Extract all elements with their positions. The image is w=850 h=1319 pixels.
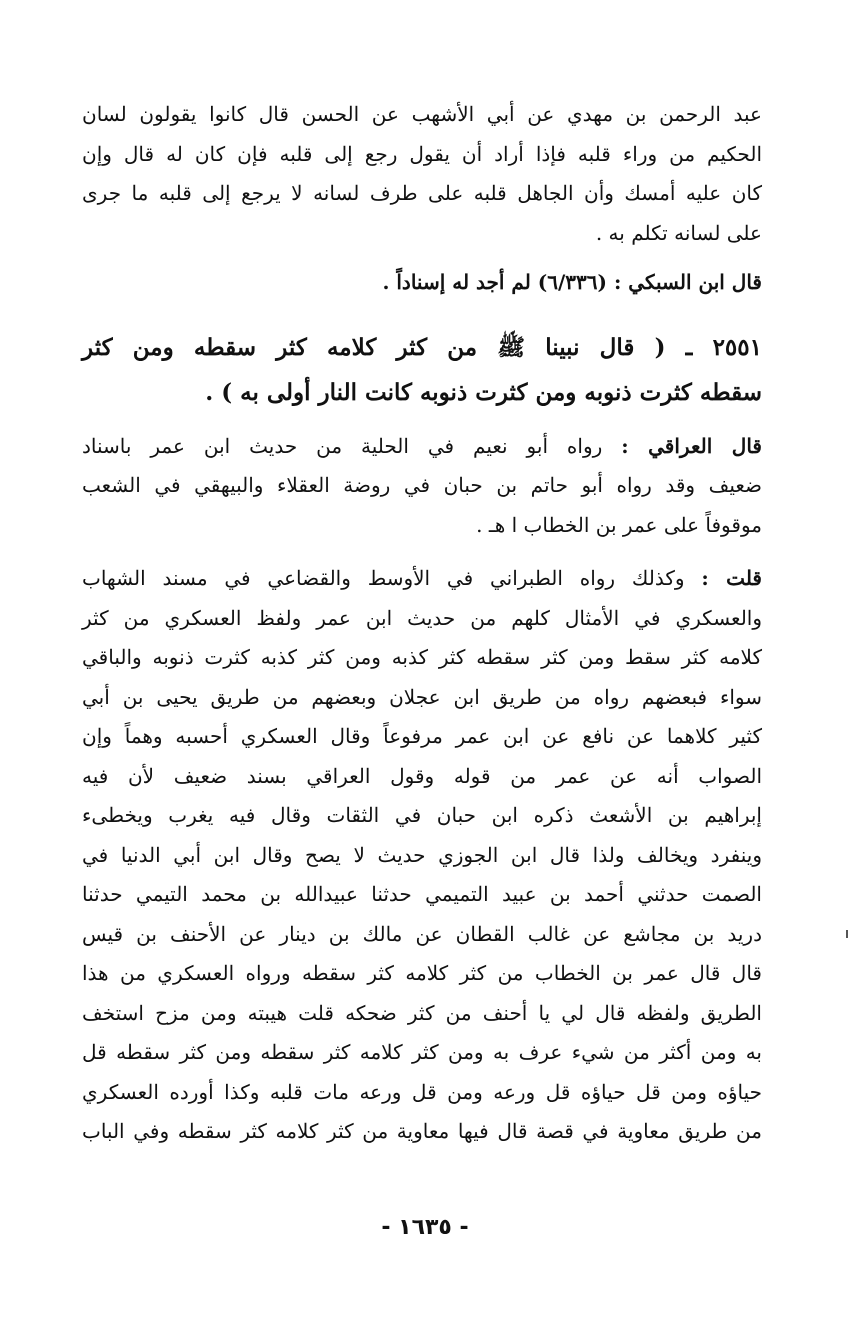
qultu-line-5: كثير كلاهما عن نافع عن ابن عمر مرفوعاً وقال العسكري أحسبه وهماً وإن bbox=[82, 724, 762, 748]
qultu-line-7: إبراهيم بن الأشعث ذكره ابن حبان في الثقات وقال فيه يغرب ويخطىء bbox=[82, 803, 762, 827]
qultu-line-12: الطريق ولفظه قال لي يا أحنف من كثر ضحكه قلت هيبته ومن مزح استخف bbox=[82, 1000, 762, 1025]
intro-line-2: الحكيم من وراء قلبه فإذا أراد أن يقول رجع إلى قلبه فإن كان له قال وإن bbox=[82, 141, 762, 166]
qultu-label: قلت : bbox=[701, 566, 762, 590]
iraqi-label: قال العراقي : bbox=[621, 433, 762, 458]
intro-line-4: على لسانه تكلم به . bbox=[595, 220, 762, 245]
qultu-line-6: الصواب أنه عن عمر من قوله وقول العراقي بسند ضعيف لأن فيه bbox=[82, 763, 762, 788]
intro-line-3: كان عليه أمسك وأن الجاهل قلبه على طرف لسانه لا يرجع إلى قلبه ما جرى bbox=[82, 181, 762, 205]
page-number: - ١٦٣٥ - bbox=[381, 1215, 469, 1240]
iraqi-line-3: موقوفاً على عمر بن الخطاب ا هـ . bbox=[476, 512, 762, 537]
hadith-line-1: ٢٥٥١ ـ ( قال نبينا ﷺ من كثر كلامه كثر سقطه ومن كثر bbox=[82, 333, 762, 361]
intro-paragraph bbox=[82, 95, 762, 253]
intro-line-1: عبد الرحمن بن مهدي عن أبي الأشهب عن الحسن قال كانوا يقولون لسان bbox=[82, 102, 762, 126]
qultu-line-13: به ومن أكثر من شيء عرف به ومن كثر كلامه كثر سقطه ومن كثر سقطه قل bbox=[82, 1040, 762, 1064]
iraqi-paragraph bbox=[82, 427, 762, 546]
subki-note bbox=[82, 263, 762, 303]
page-body bbox=[82, 95, 762, 1152]
qultu-line-3: كلامه كثر سقط ومن كثر سقطه كثر كذبه ومن كثر كذبه كثرت ذنوبه والباقي bbox=[82, 645, 762, 669]
qultu-line-9: الصمت حدثني أحمد بن عبيد التميمي حدثنا عبيدالله بن محمد التيمي حدثنا bbox=[82, 882, 762, 906]
qultu-line-2: والعسكري في الأمثال كلهم من حديث ابن عمر ولفظ العسكري من كثر bbox=[82, 605, 763, 630]
qultu-paragraph bbox=[82, 559, 762, 1152]
qultu-line-1-text: وكذلك رواه الطبراني في الأوسط والقضاعي في مسند الشهاب bbox=[82, 566, 685, 590]
qultu-line-11: قال قال عمر بن الخطاب من كثر كلامه كثر سقطه ورواه العسكري من هذا bbox=[82, 961, 762, 985]
iraqi-line-1 bbox=[82, 427, 762, 467]
margin-mark bbox=[846, 930, 848, 938]
subki-text: قال ابن السبكي : (٦/٣٣٦) لم أجد له إسناداً . bbox=[382, 270, 762, 294]
hadith-line-2: سقطه كثرت ذنوبه ومن كثرت ذنوبه كانت النار أولى به ) . bbox=[205, 378, 762, 406]
qultu-line-15: من طريق معاوية في قصة قال فيها معاوية من كثر كلامه كثر سقطه وفي الباب bbox=[82, 1119, 762, 1143]
qultu-line-14: حياؤه ومن قل حياؤه قل ورعه ومن قل ورعه مات قلبه وكذا أورده العسكري bbox=[82, 1079, 762, 1104]
qultu-line-1 bbox=[82, 559, 762, 599]
hadith-heading bbox=[82, 325, 762, 415]
iraqi-line-1-text: رواه أبو نعيم في الحلية من حديث ابن عمر باسناد bbox=[82, 433, 603, 458]
qultu-line-10: دريد بن مجاشع عن غالب القطان عن مالك بن دينار عن الأحنف بن قيس bbox=[82, 921, 762, 946]
iraqi-line-2: ضعيف وقد رواه أبو حاتم بن حبان في روضة العقلاء والبيهقي في الشعب bbox=[82, 473, 762, 497]
qultu-line-8: وينفرد ويخالف ولذا قال ابن الجوزي حديث لا يصح وقال ابن أبي الدنيا في bbox=[82, 842, 762, 867]
qultu-line-4: سواء فبعضهم رواه من طريق ابن عجلان وبعضهم من طريق يحيى بن أبي bbox=[82, 684, 762, 709]
